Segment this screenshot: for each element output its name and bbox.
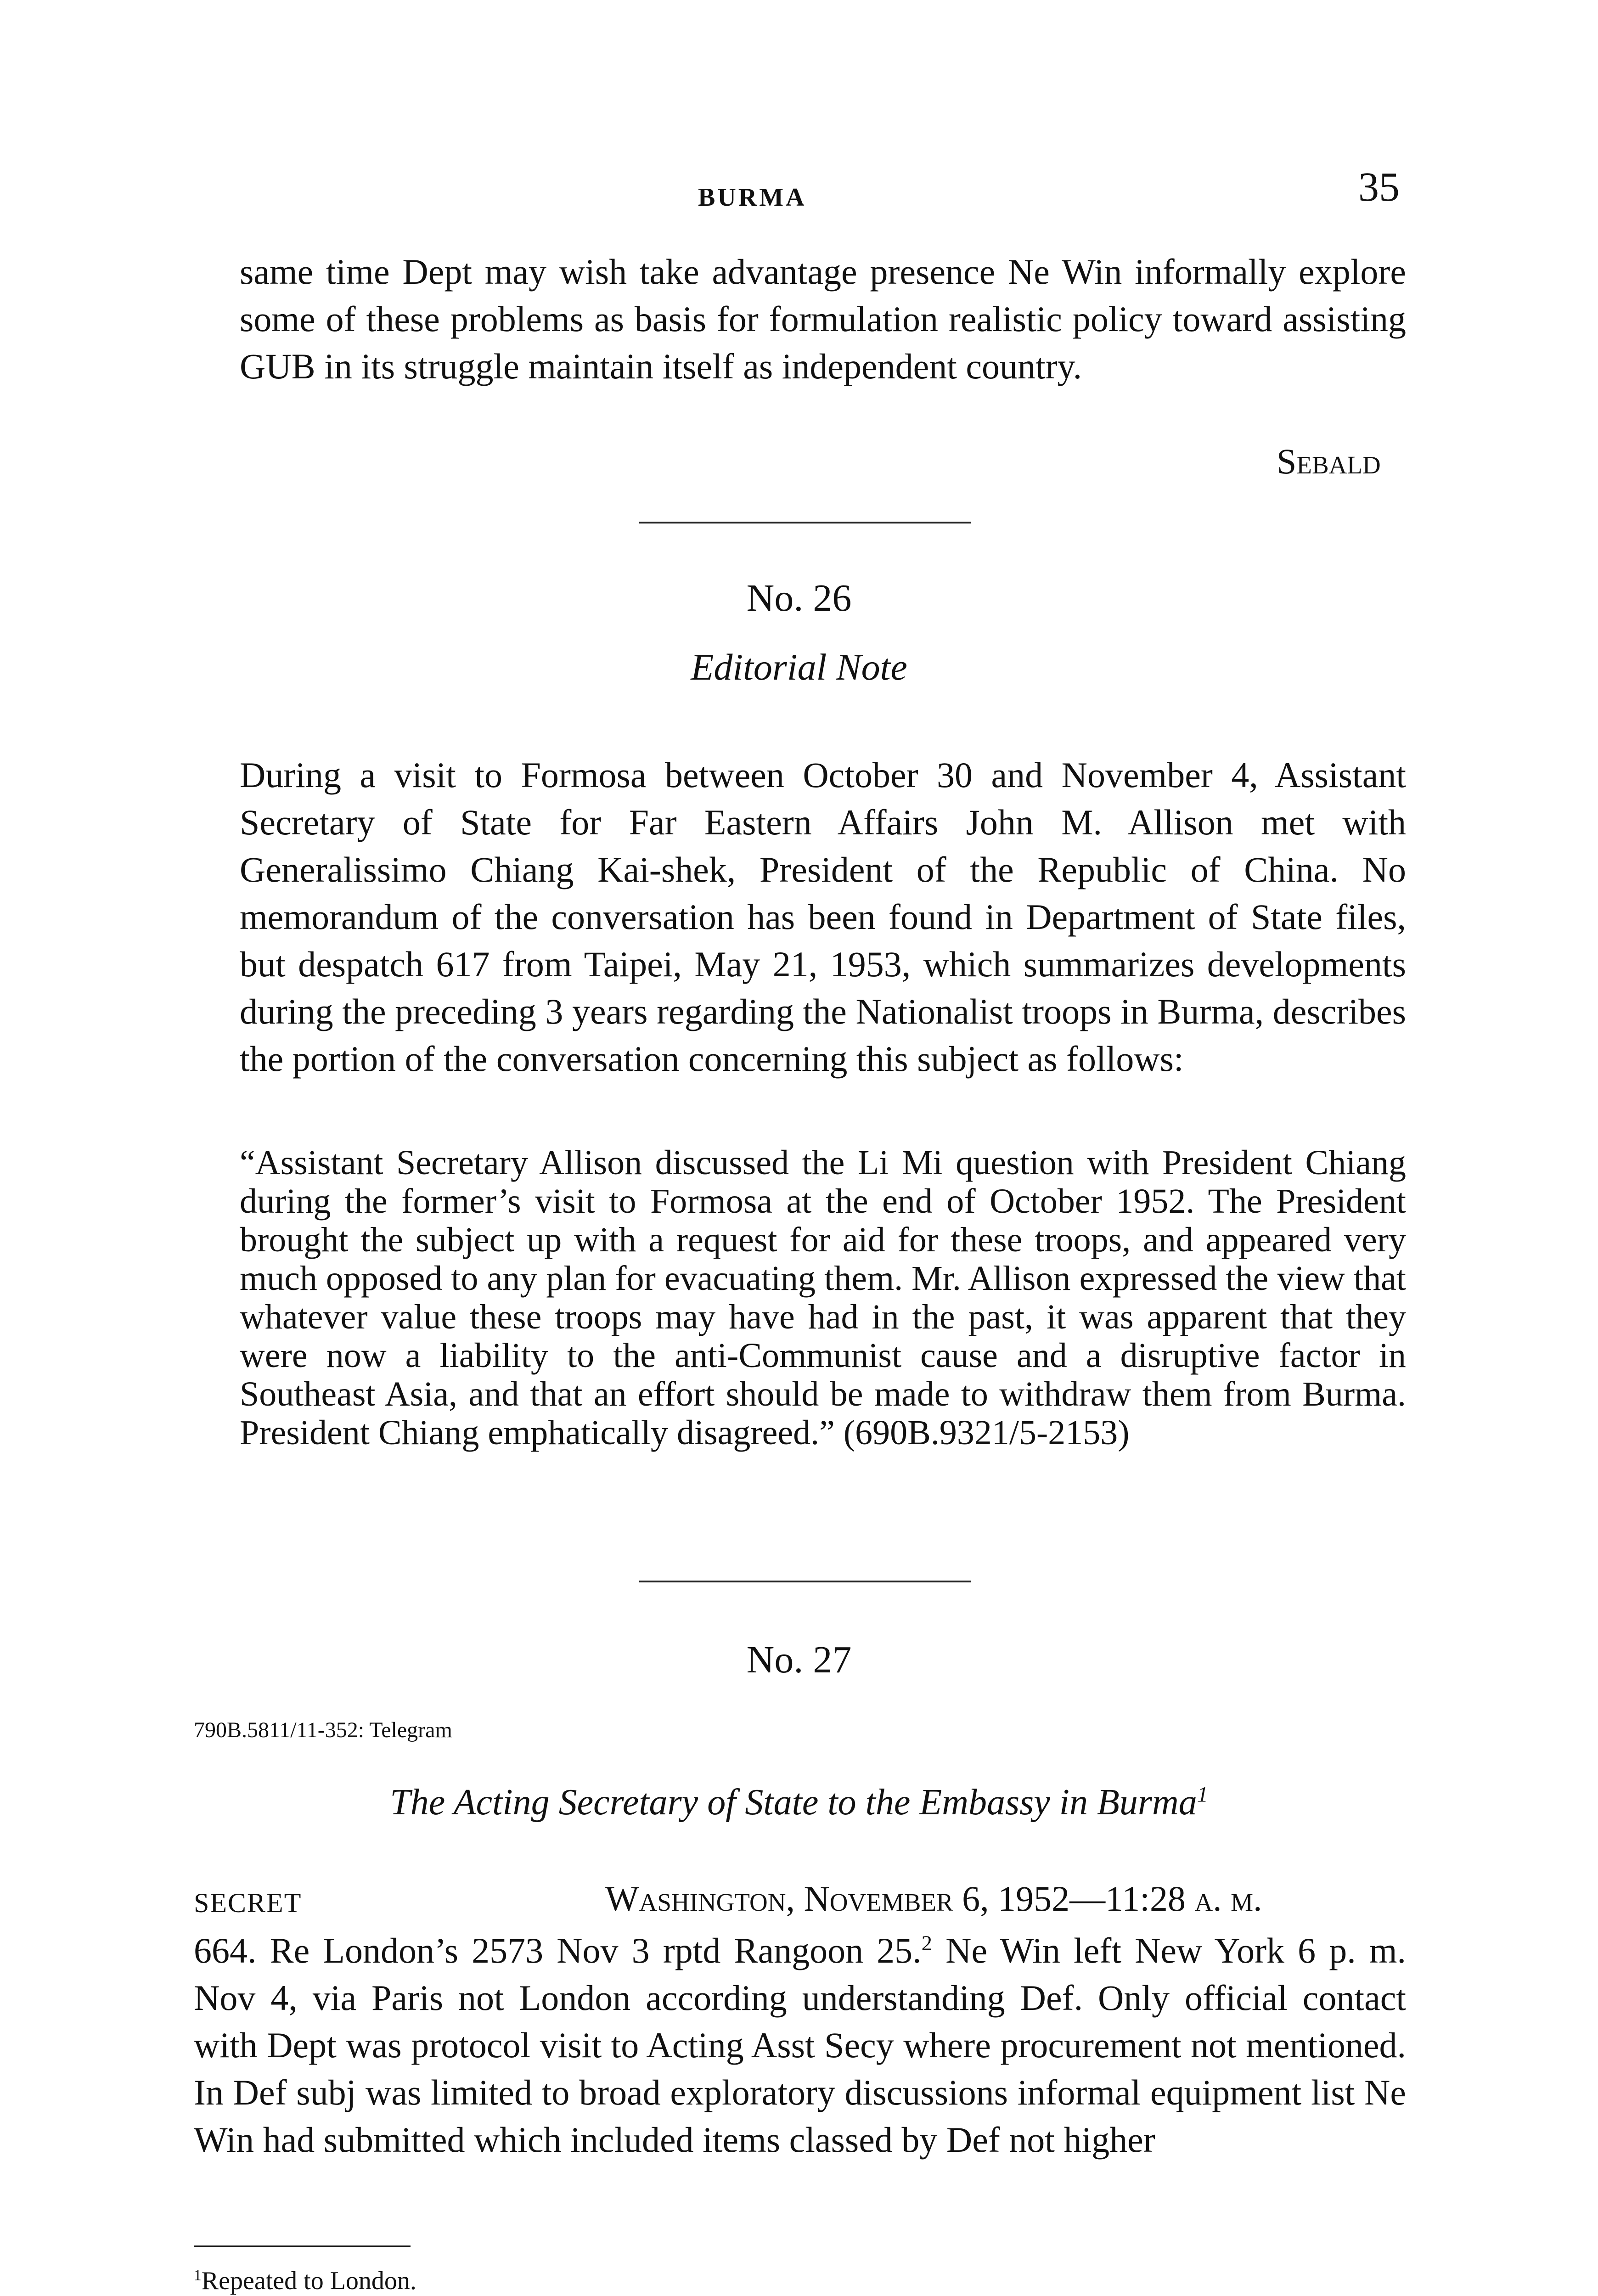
footnotes xyxy=(194,2264,416,2296)
footnote-mark: 1 xyxy=(194,2267,202,2284)
doc27-body-part2: Ne Win left New York 6 p. m. Nov 4, via Paris not London according understanding Def. Only official contact with Dept was protocol visit to Acting Asst Secy where procurement not mentioned. In Def subj was limited to broad exploratory discussions informal equipment list Ne Win had submitted which included items classed by Def not higher xyxy=(194,1930,1406,2160)
section-divider xyxy=(639,522,971,523)
page-number: 35 xyxy=(1358,164,1400,210)
section-divider xyxy=(639,1581,971,1582)
doc27-body-part1: 664. Re London’s 2573 Nov 3 rptd Rangoon 25. xyxy=(194,1930,922,1970)
footnote-ref-1: 1 xyxy=(1197,1782,1208,1807)
footnote-divider xyxy=(194,2245,411,2247)
doc27-dateline: Washington, November 6, 1952—11:28 a. m. xyxy=(605,1879,1262,1919)
doc26-number: No. 26 xyxy=(746,577,852,619)
footnote-text: Repeated to London. xyxy=(201,2267,416,2295)
doc25-signature: Sebald xyxy=(1277,441,1381,481)
doc26-title: Editorial Note xyxy=(691,646,907,688)
running-head: BURMA xyxy=(698,183,807,212)
doc27-source-note: 790B.5811/11-352: Telegram xyxy=(194,1718,452,1742)
doc25-closing-text: same time Dept may wish take advantage presence Ne Win informally explore some of these problems as basis for formulation realistic policy toward assisting GUB in its struggle maintain itself as independent country. xyxy=(240,252,1406,386)
doc27-title xyxy=(0,1782,1598,1823)
doc27-body xyxy=(194,1927,1406,2163)
doc27-title-text: The Acting Secretary of State to the Embassy in Burma xyxy=(390,1782,1197,1823)
doc26-paragraph: During a visit to Formosa between October 30 and November 4, Assistant Secretary of State for Far Eastern Affairs John M. Allison met with Generalissimo Chiang Kai-shek, President of the Republic of China. No memorandum of the conversation has been found in Department of State files, but despatch 617 from Taipei, May 21, 1953, which summarizes developments during the preceding 3 years regarding the Nationalist troops in Burma, describes the portion of the conversation concerning this subject as follows: xyxy=(240,755,1406,1079)
classification-marking: SECRET xyxy=(194,1888,302,1918)
footnote-ref-2: 2 xyxy=(921,1931,933,1955)
doc27-number: No. 27 xyxy=(746,1638,852,1681)
footnote-1 xyxy=(194,2264,416,2296)
doc26-quote: “Assistant Secretary Allison discussed the Li Mi question with President Chiang during the former’s visit to Formosa at the end of October 1952. The President brought the subject up with a request for aid for these troops, and appeared very much opposed to any plan for evacuating them. Mr. Allison expressed the view that whatever value these troops may have had in the past, it was apparent that they were now a liability to the anti-Communist cause and a disruptive factor in Southeast Asia, and that an effort should be made to withdraw them from Burma. President Chiang emphatically disagreed.” (690B.9321/5-2153) xyxy=(240,1143,1406,1452)
